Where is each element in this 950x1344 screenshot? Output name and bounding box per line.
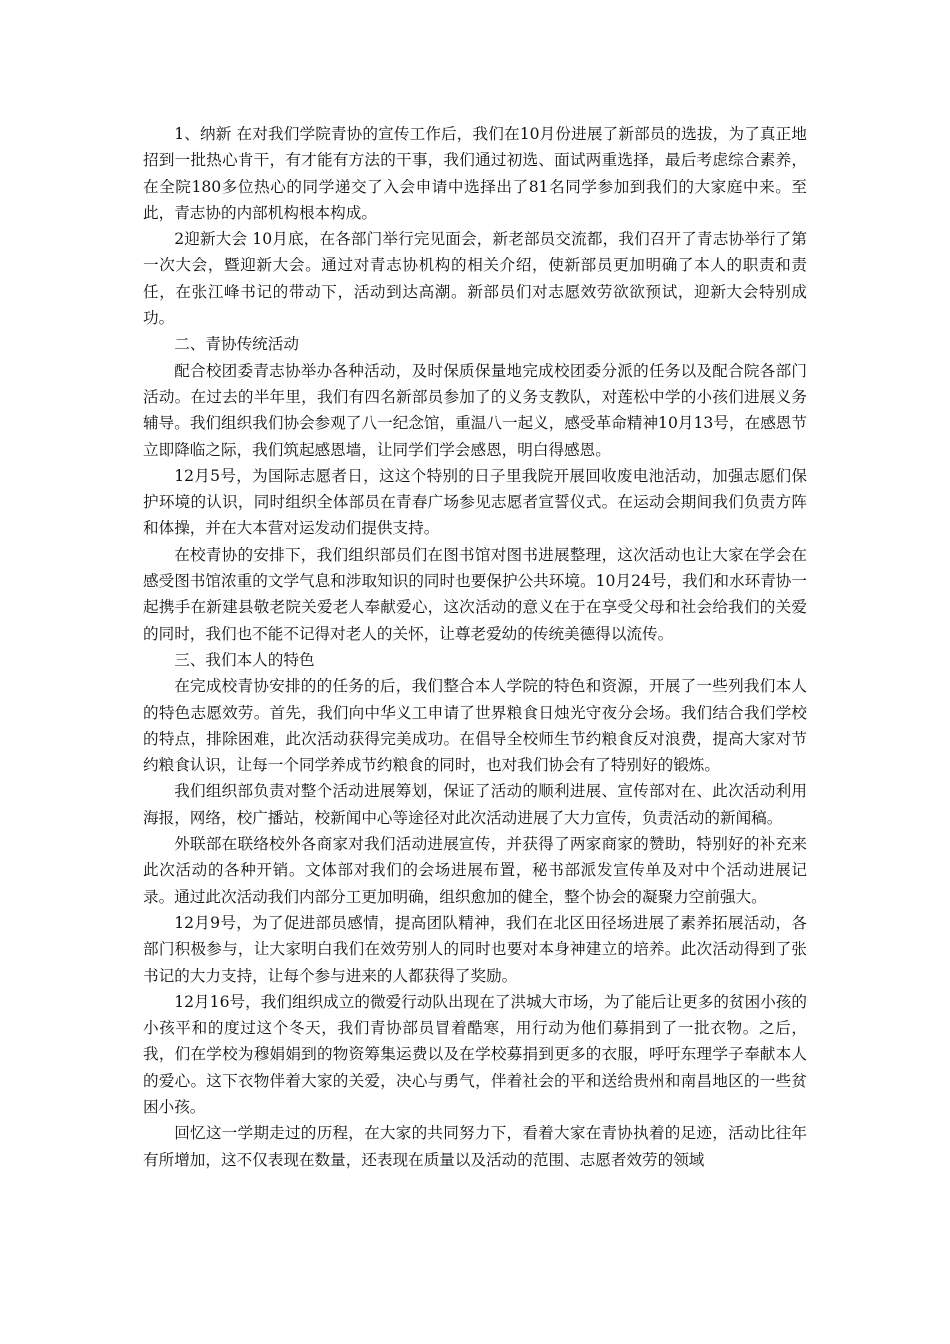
- paragraph-review: 回忆这一学期走过的历程，在大家的共同努力下，看着大家在青协执着的足迹，活动比往年有所增加，这不仅表现在数量，还表现在质量以及活动的范围、志愿者效劳的领域: [143, 1124, 807, 1169]
- paragraph-team-building: 12月9号，为了促进部员感情，提高团队精神，我们在北区田径场进展了素养拓展活动，各部门积极参与，让大家明白我们在效劳别人的同时也要对本身神建立的培养。此次活动得到了张书记的大力支持，让每个参与进来的人都获得了奖励。: [143, 913, 807, 985]
- section-heading-traditional-activities: 二、青协传统活动: [174, 335, 299, 354]
- paragraph-cooperation: 配合校团委青志协举办各种活动，及时保质保量地完成校团委分派的任务以及配合院各部门活动。在过去的半年里，我们有四名新部员参加了的义务支教队，对莲松中学的小孩们进展义务辅导。我们组织我们协会参观了八一纪念馆，重温八一起义，感受革命精神10月13号，在感恩节立即降临之际，我们筑起感恩墙，让同学们学会感恩，明白得感恩。: [143, 361, 807, 459]
- paragraph-recruitment: 1、纳新 在对我们学院青协的宣传工作后，我们在10月份进展了新部员的选拔，为了真正地招到一批热心肯干，有才能有方法的干事，我们通过初选、面试两重选择，最后考虑综合素养，在全院180多位热心的同学递交了入会申请中选择出了81名同学参加到我们的大家庭中来。至此，青志协的内部机构根本构成。: [143, 125, 807, 222]
- paragraph-food-day: 在完成校青协安排的的任务的后，我们整合本人学院的特色和资源，开展了一些列我们本人的特色志愿效劳。首先，我们向中华义工申请了世界粮食日烛光守夜分会场。我们结合我们学校的特点，排除困难，此次活动获得完美成功。在倡导全校师生节约粮食反对浪费，提高大家对节约粮食认识，让每一个同学养成节约粮食的同时，也对我们协会有了特别好的锻炼。: [143, 677, 807, 775]
- paragraph-external-dept: 外联部在联络校外各商家对我们活动进展宣传，并获得了两家商家的赞助，特别好的补充来此次活动的各种开销。文体部对我们的会场进展布置，秘书部派发宣传单及对中个活动进展记录。通过此次活动我们内部分工更加明确，组织愈加的健全，整个协会的凝聚力空前强大。: [143, 835, 807, 906]
- paragraph-clothing-drive: 12月16号，我们组织成立的微爱行动队出现在了洪城大市场，为了能后让更多的贫困小孩的小孩平和的度过这个冬天，我们青协部员冒着酷寒，用行动为他们募捐到了一批衣物。之后，我，们在学校为穆娟娟到的物资筹集运费以及在学校募捐到更多的衣服，呼吁东理学子奉献本人的爱心。这下衣物伴着大家的关爱，决心与勇气，伴着社会的平和送给贵州和南昌地区的一些贫困小孩。: [143, 992, 807, 1116]
- document-body: [143, 121, 807, 1173]
- paragraph-library-activity: 在校青协的安排下，我们组织部员们在图书馆对图书进展整理，这次活动也让大家在学会在感受图书馆浓重的文学气息和涉取知识的同时也要保护公共环境。10月24号，我们和水环青协一起携手在新建县敬老院关爱老人奉献爱心，这次活动的意义在于在享受父母和社会给我们的关爱的同时，我们也不能不记得对老人的关怀，让尊老爱幼的传统美德得以流传。: [143, 545, 807, 643]
- paragraph-welcome-meeting: 2迎新大会 10月底，在各部门举行完见面会，新老部员交流都，我们召开了青志协举行了第一次大会，暨迎新大会。通过对青志协机构的相关介绍，使新部员更加明确了本人的职责和责任，在张江峰书记的带动下，活动到达高潮。新部员们对志愿效劳欲欲预试，迎新大会特别成功。: [143, 230, 807, 328]
- section-heading-our-features: 三、我们本人的特色: [174, 650, 315, 669]
- paragraph-volunteer-day: 12月5号，为国际志愿者日，这这个特别的日子里我院开展回收废电池活动，加强志愿们保护环境的认识，同时组织全体部员在青春广场参见志愿者宣誓仪式。在运动会期间我们负责方阵和体操，并在大本营对运发动们提供支持。: [143, 466, 807, 538]
- paragraph-organization-dept: 我们组织部负责对整个活动进展筹划，保证了活动的顺利进展、宣传部对在、此次活动利用海报，网络，校广播站，校新闻中心等途径对此次活动进展了大力宣传，负责活动的新闻稿。: [143, 782, 807, 827]
